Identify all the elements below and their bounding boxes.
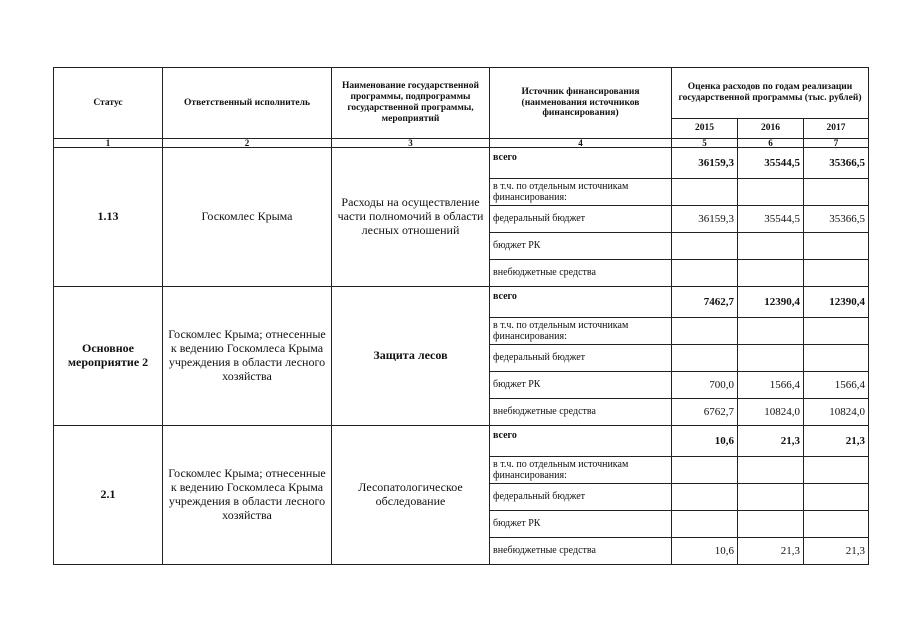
value-cell (672, 233, 738, 260)
source-cell: федеральный бюджет (490, 345, 672, 372)
source-cell: всего (490, 426, 672, 457)
source-cell: бюджет РК (490, 233, 672, 260)
value-cell (672, 457, 738, 484)
header-row (54, 68, 869, 119)
source-cell: в т.ч. по отдельным источникам финансирования: (490, 179, 672, 206)
value-cell (738, 457, 804, 484)
header-source: Источник финансирования (наименования источников финансирования) (490, 68, 672, 139)
value-cell: 35366,5 (804, 206, 869, 233)
column-number: 6 (738, 139, 804, 148)
executor-cell: Госкомлес Крыма; отнесенные к ведению Госкомлеса Крыма учреждения в области лесного хозяйства (163, 287, 332, 426)
value-cell: 10824,0 (738, 399, 804, 426)
status-cell: Основное мероприятие 2 (54, 287, 163, 426)
table-row (54, 426, 869, 457)
financing-table (53, 67, 869, 565)
value-cell: 1566,4 (738, 372, 804, 399)
value-cell: 10,6 (672, 426, 738, 457)
value-cell (804, 260, 869, 287)
column-number: 4 (490, 139, 672, 148)
source-cell: бюджет РК (490, 511, 672, 538)
source-cell: всего (490, 287, 672, 318)
status-cell: 2.1 (54, 426, 163, 565)
value-cell (738, 260, 804, 287)
header-year: 2015 (672, 119, 738, 139)
source-cell: внебюджетные средства (490, 538, 672, 565)
source-cell: всего (490, 148, 672, 179)
value-cell: 35366,5 (804, 148, 869, 179)
value-cell: 12390,4 (804, 287, 869, 318)
value-cell (672, 511, 738, 538)
header-name: Наименование государственной программы, подпрограммы государственной программы, мероприятий (332, 68, 490, 139)
column-number-row (54, 139, 869, 148)
table-row (54, 148, 869, 179)
source-cell: бюджет РК (490, 372, 672, 399)
column-number: 2 (163, 139, 332, 148)
value-cell (738, 179, 804, 206)
program-name-cell: Лесопатологическое обследование (332, 426, 490, 565)
value-cell: 35544,5 (738, 148, 804, 179)
program-name-cell: Защита лесов (332, 287, 490, 426)
value-cell: 6762,7 (672, 399, 738, 426)
value-cell (672, 318, 738, 345)
header-year: 2017 (804, 119, 869, 139)
value-cell: 7462,7 (672, 287, 738, 318)
executor-cell: Госкомлес Крыма (163, 148, 332, 287)
value-cell (804, 457, 869, 484)
column-number: 5 (672, 139, 738, 148)
header-estimate: Оценка расходов по годам реализации государственной программы (тыс. рублей) (672, 68, 869, 119)
value-cell: 35544,5 (738, 206, 804, 233)
status-cell: 1.13 (54, 148, 163, 287)
value-cell (738, 484, 804, 511)
value-cell (804, 179, 869, 206)
value-cell (672, 345, 738, 372)
value-cell: 21,3 (804, 538, 869, 565)
value-cell (804, 318, 869, 345)
source-cell: в т.ч. по отдельным источникам финансирования: (490, 457, 672, 484)
source-cell: федеральный бюджет (490, 484, 672, 511)
column-number: 3 (332, 139, 490, 148)
value-cell (738, 233, 804, 260)
value-cell (672, 179, 738, 206)
value-cell (804, 345, 869, 372)
value-cell: 36159,3 (672, 148, 738, 179)
value-cell (804, 484, 869, 511)
value-cell (672, 484, 738, 511)
value-cell: 21,3 (738, 538, 804, 565)
column-number: 1 (54, 139, 163, 148)
value-cell: 1566,4 (804, 372, 869, 399)
value-cell: 21,3 (738, 426, 804, 457)
source-cell: внебюджетные средства (490, 260, 672, 287)
value-cell: 10824,0 (804, 399, 869, 426)
executor-cell: Госкомлес Крыма; отнесенные к ведению Госкомлеса Крыма учреждения в области лесного хозяйства (163, 426, 332, 565)
value-cell (738, 511, 804, 538)
header-year: 2016 (738, 119, 804, 139)
value-cell: 10,6 (672, 538, 738, 565)
value-cell (738, 345, 804, 372)
value-cell (672, 260, 738, 287)
header-executor: Ответственный исполнитель (163, 68, 332, 139)
value-cell (804, 233, 869, 260)
header-status: Статус (54, 68, 163, 139)
source-cell: в т.ч. по отдельным источникам финансирования: (490, 318, 672, 345)
value-cell (804, 511, 869, 538)
value-cell: 12390,4 (738, 287, 804, 318)
value-cell (738, 318, 804, 345)
value-cell: 700,0 (672, 372, 738, 399)
source-cell: внебюджетные средства (490, 399, 672, 426)
table-row (54, 287, 869, 318)
program-name-cell: Расходы на осуществление части полномочий в области лесных отношений (332, 148, 490, 287)
source-cell: федеральный бюджет (490, 206, 672, 233)
column-number: 7 (804, 139, 869, 148)
value-cell: 36159,3 (672, 206, 738, 233)
value-cell: 21,3 (804, 426, 869, 457)
